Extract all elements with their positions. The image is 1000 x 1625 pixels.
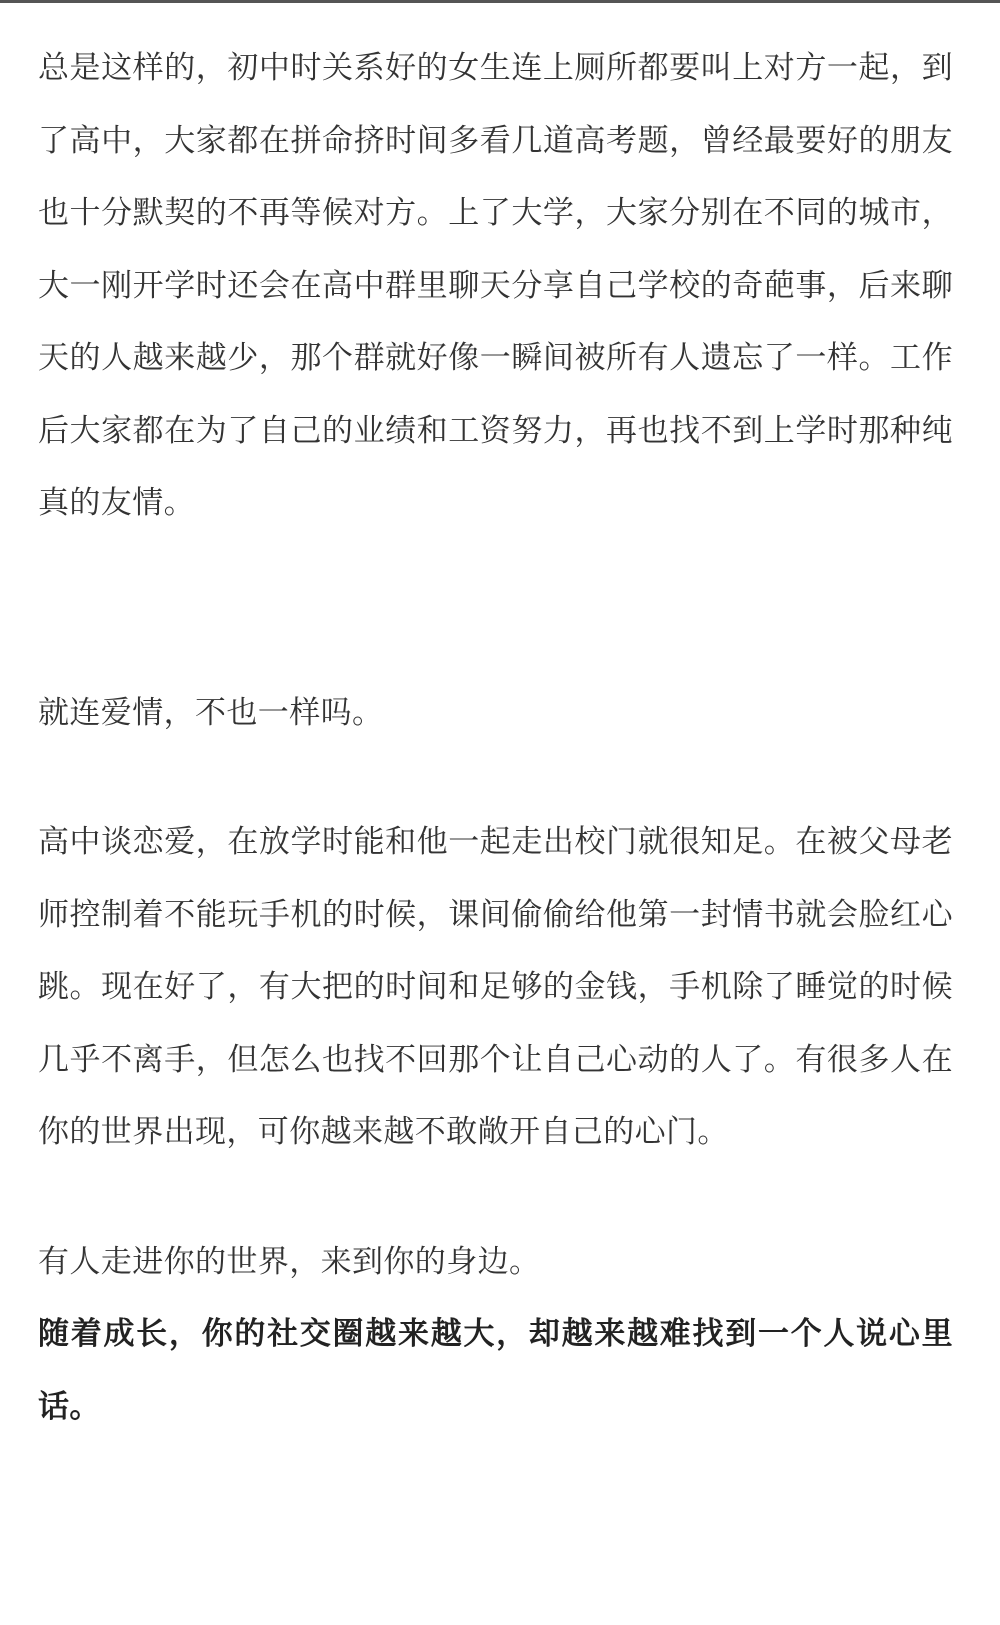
paragraph-friendship: 总是这样的，初中时关系好的女生连上厕所都要叫上对方一起，到了高中，大家都在拼命挤时间多看几道高考题，曾经最要好的朋友也十分默契的不再等候对方。上了大学，大家分别在不同的城市，大一刚开学时还会在高中群里聊天分享自己学校的奇葩事，后来聊天的人越来越少，那个群就好像一瞬间被所有人遗忘了一样。工作后大家都在为了自己的业绩和工资努力，再也找不到上学时那种纯真的友情。 [38, 50, 953, 521]
paragraph-high-school-romance: 高中谈恋爱，在放学时能和他一起走出校门就很知足。在被父母老师控制着不能玩手机的时候，课间偷偷给他第一封情书就会脸红心跳。现在好了，有大把的时间和足够的金钱，手机除了睡觉的时候几乎不离手，但怎么也找不回那个让自己心动的人了。有很多人在你的世界出现，可你越来越不敢敞开自己的心门。 [38, 824, 953, 1150]
article-body [38, 32, 953, 1443]
paragraph-love-question: 就连爱情，不也一样吗。 [38, 694, 384, 731]
paragraph-someone-enters: 有人走进你的世界，来到你的身边。 [38, 1243, 541, 1280]
top-divider [0, 0, 1000, 3]
paragraph-bold-conclusion: 随着成长，你的社交圈越来越大，却越来越难找到一个人说心里话。 [38, 1316, 953, 1425]
